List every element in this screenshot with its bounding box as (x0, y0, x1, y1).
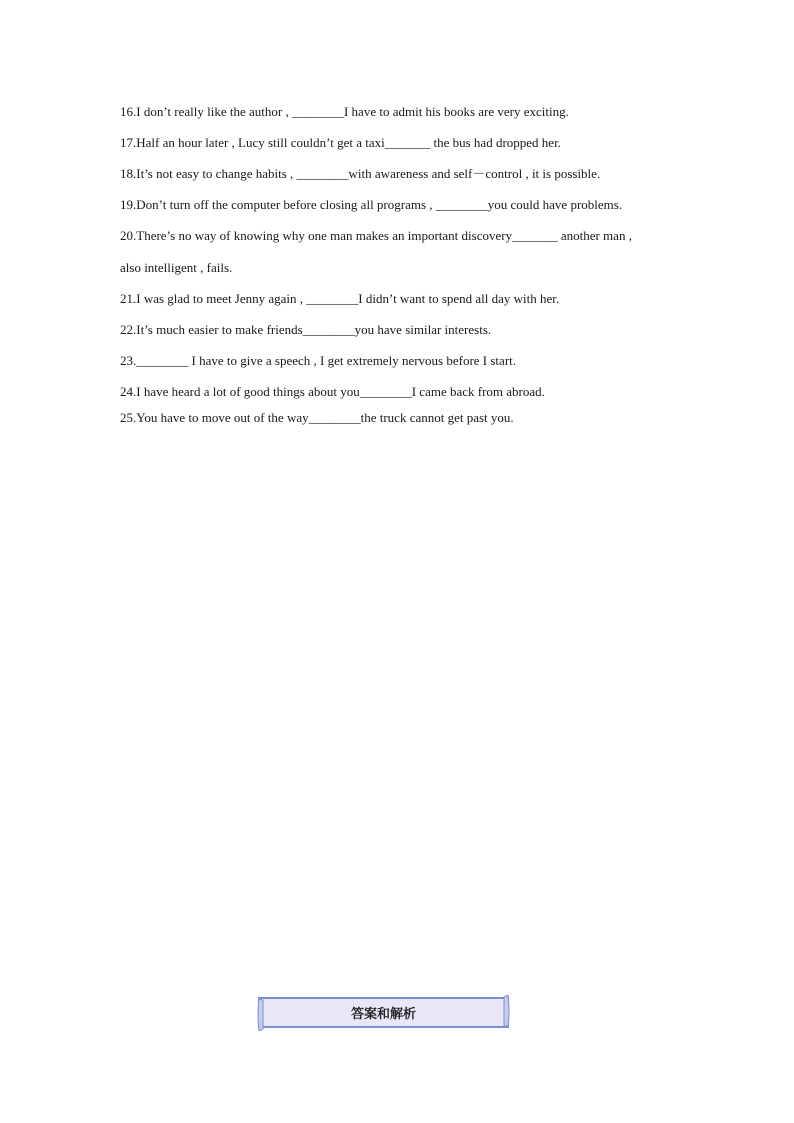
question-18: 18.It’s not easy to change habits , ________with awareness and self－control , it is possible. (120, 166, 601, 181)
question-23: 23.________ I have to give a speech , I get extremely nervous before I start. (120, 353, 517, 368)
question-17: 17.Half an hour later , Lucy still couldn’t get a taxi_______ the bus had dropped her. (120, 135, 561, 150)
question-20: 20.There’s no way of knowing why one man makes an important discovery_______ another man , (120, 228, 632, 243)
question-24: 24.I have heard a lot of good things about you________I came back from abroad. (120, 384, 545, 399)
answer-banner (256, 995, 511, 1029)
question-22: 22.It’s much easier to make friends________you have similar interests. (120, 322, 492, 337)
question-19: 19.Don’t turn off the computer before closing all programs , ________you could have problems. (120, 197, 623, 212)
answer-banner-label: 答案和解析 (350, 1006, 416, 1022)
question-21: 21.I was glad to meet Jenny again , ________I didn’t want to spend all day with her. (120, 291, 560, 306)
question-20-continued: also intelligent , fails. (120, 260, 233, 275)
question-16: 16.I don’t really like the author , ________I have to admit his books are very exciting. (120, 104, 569, 119)
question-25: 25.You have to move out of the way________the truck cannot get past you. (120, 410, 514, 425)
